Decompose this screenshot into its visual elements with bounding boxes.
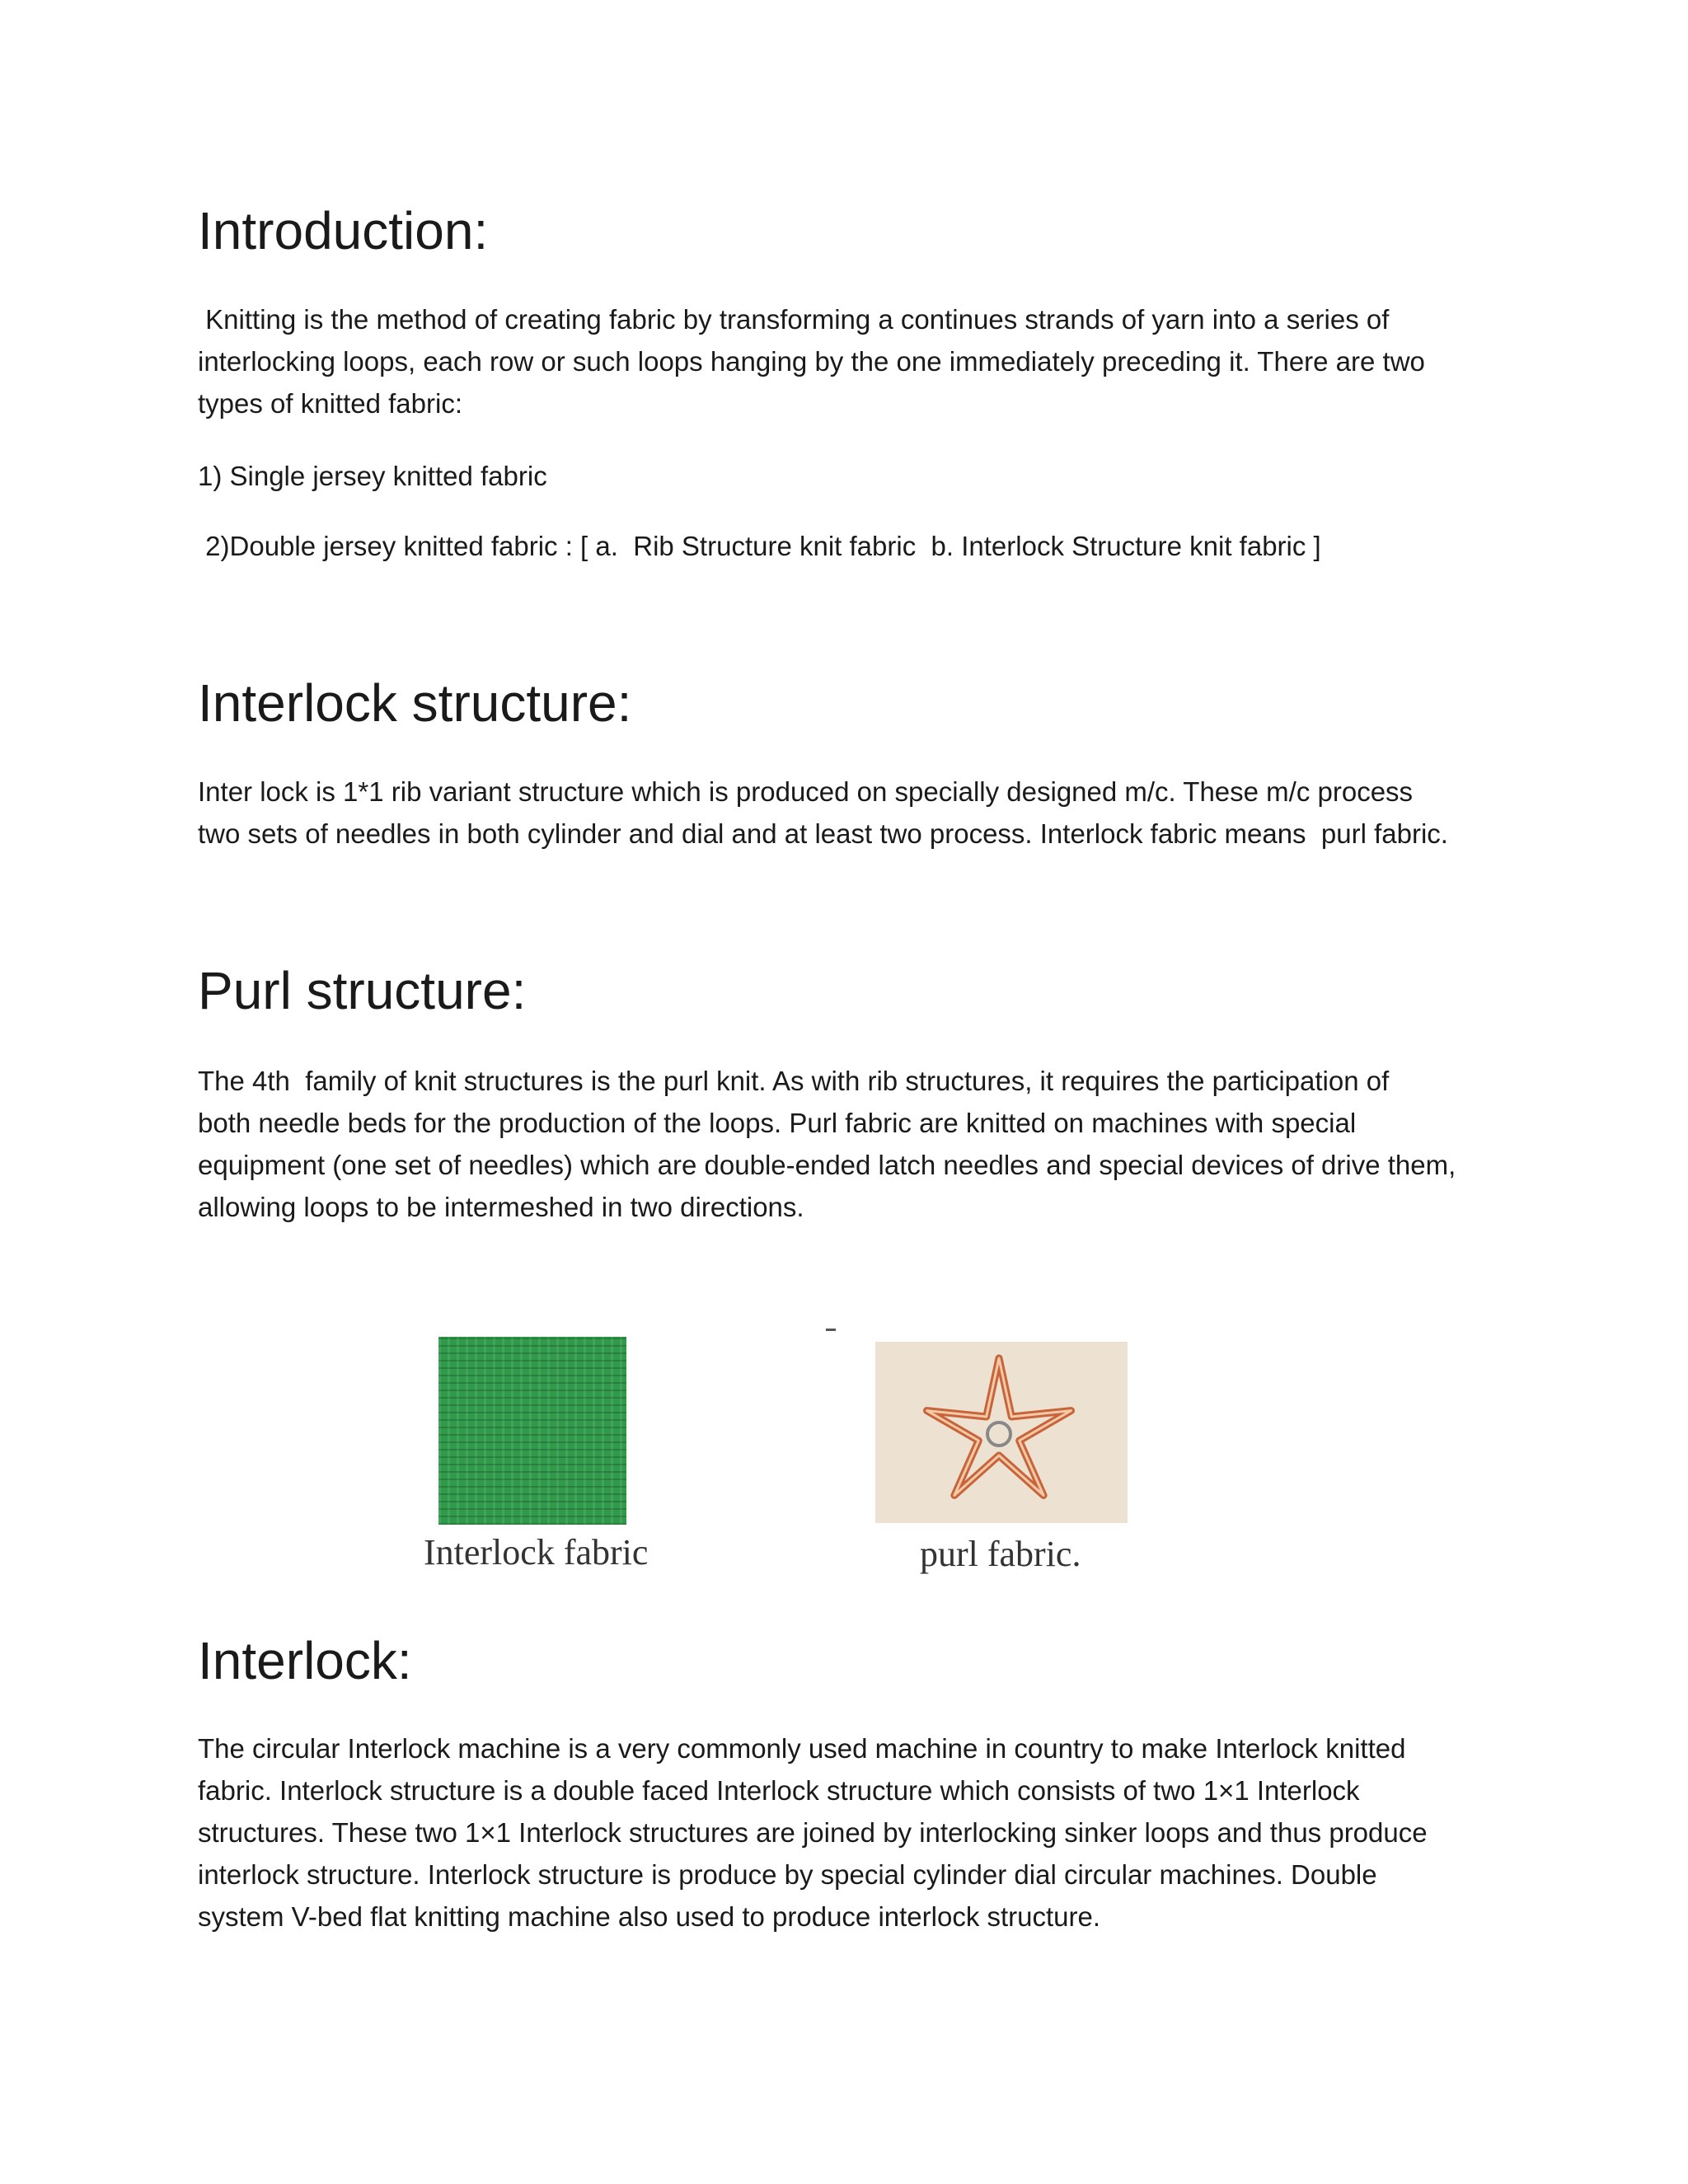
interlock-fabric-caption: Interlock fabric — [424, 1532, 649, 1572]
heading-interlock: Interlock: — [198, 1631, 412, 1690]
list-item-single-jersey: 1) Single jersey knitted fabric — [198, 461, 547, 491]
interlock-fabric-image — [438, 1337, 626, 1525]
paragraph-interlock-structure — [198, 771, 1492, 855]
heading-purl-structure: Purl structure: — [198, 961, 527, 1020]
heading-interlock-structure: Interlock structure: — [198, 673, 632, 733]
purl-line-3: equipment (one set of needles) which are double-ended latch needles and special devices of drive them, — [198, 1150, 1456, 1180]
interlock-structure-line-2: two sets of needles in both cylinder and dial and at least two process. Interlock fabric means purl fabric. — [198, 818, 1448, 849]
purl-star-icon — [875, 1342, 1128, 1523]
purl-line-2: both needle beds for the production of the loops. Purl fabric are knitted on machines with special — [198, 1108, 1357, 1138]
heading-introduction: Introduction: — [198, 201, 489, 260]
interlock-line-2: fabric. Interlock structure is a double faced Interlock structure which consists of two 1×1 Interlock — [198, 1775, 1360, 1806]
interlock-line-5: system V-bed flat knitting machine also used to produce interlock structure. — [198, 1901, 1101, 1932]
list-item-double-jersey: 2)Double jersey knitted fabric : [ a. Rib Structure knit fabric b. Interlock Structure knit fabric ] — [198, 531, 1321, 561]
paragraph-purl-structure — [198, 1060, 1492, 1228]
paragraph-interlock — [198, 1727, 1492, 1938]
intro-line-2: interlocking loops, each row or such loops hanging by the one immediately preceding it. There are two — [198, 346, 1425, 377]
purl-line-4: allowing loops to be intermeshed in two directions. — [198, 1192, 804, 1222]
intro-line-1: Knitting is the method of creating fabric by transforming a continues strands of yarn into a series of — [198, 304, 1390, 335]
interlock-line-3: structures. These two 1×1 Interlock structures are joined by interlocking sinker loops and thus produce — [198, 1817, 1428, 1848]
purl-fabric-caption: purl fabric. — [920, 1534, 1081, 1574]
intro-line-3: types of knitted fabric: — [198, 388, 462, 419]
purl-fabric-image — [875, 1342, 1128, 1523]
interlock-line-4: interlock structure. Interlock structure is produce by special cylinder dial circular machines. Double — [198, 1859, 1377, 1890]
interlock-line-1: The circular Interlock machine is a very commonly used machine in country to make Interlock knitted — [198, 1733, 1406, 1764]
interlock-structure-line-1: Inter lock is 1*1 rib variant structure which is produced on specially designed m/c. These m/c process — [198, 776, 1414, 807]
purl-line-1: The 4th family of knit structures is the purl knit. As with rib structures, it requires the participation of — [198, 1066, 1390, 1096]
figure-dash-mark — [826, 1329, 836, 1331]
paragraph-introduction — [198, 298, 1492, 424]
